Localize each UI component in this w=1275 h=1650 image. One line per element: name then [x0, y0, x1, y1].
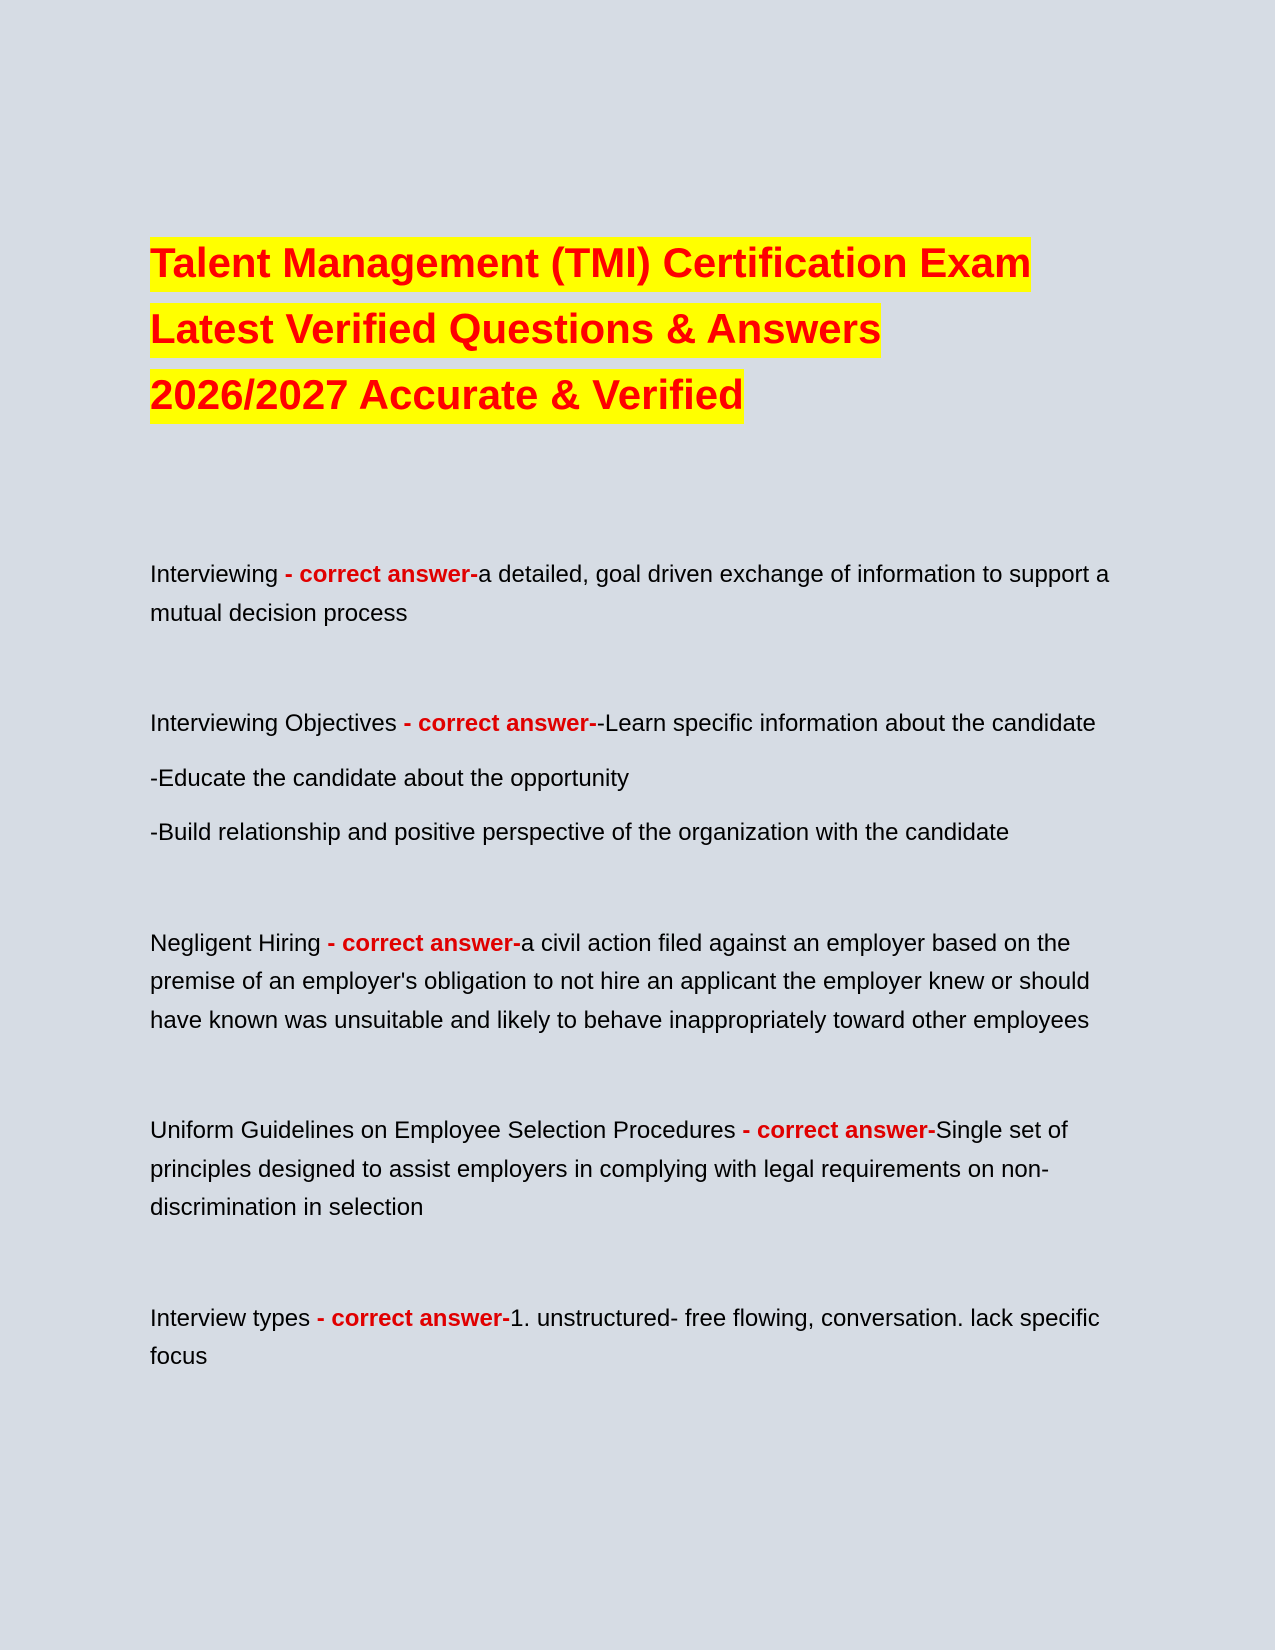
correct-answer-marker: - correct answer-	[316, 1304, 511, 1332]
qa-answer: 1. unstructured- free flowing, conversation. lack specific focus	[150, 1304, 1100, 1370]
title-line-3: 2026/2027 Accurate & Verified	[150, 369, 744, 424]
qa-answer: Single set of principles designed to assist employers in complying with legal requirements on non-discrimination in selection	[150, 1117, 1068, 1221]
qa-term: Interview types	[150, 1304, 317, 1332]
qa-list	[150, 556, 1135, 1377]
correct-answer-marker: - correct answer-	[403, 710, 597, 737]
qa-answer-continuation: -Educate the candidate about the opportunity	[150, 764, 630, 792]
qa-entry-text	[150, 1300, 1135, 1377]
correct-answer-marker: - correct answer-	[327, 929, 521, 957]
document-body	[150, 230, 1135, 1449]
qa-answer-continuation: -Build relationship and positive perspective of the organization with the candidate	[150, 819, 1010, 846]
title-line-1: Talent Management (TMI) Certification Exam	[150, 237, 1031, 292]
qa-entry-interview-types	[150, 1300, 1135, 1377]
qa-entry-uniform-guidelines	[150, 1112, 1135, 1228]
qa-entry-interviewing-objectives	[150, 705, 1135, 853]
qa-answer: -Learn specific information about the candidate	[596, 710, 1096, 737]
qa-entry-text	[150, 556, 1135, 633]
correct-answer-marker: - correct answer-	[742, 1117, 936, 1144]
correct-answer-marker: - correct answer-	[284, 561, 479, 588]
qa-entry-interviewing	[150, 556, 1135, 633]
qa-term: Uniform Guidelines on Employee Selection Procedures	[150, 1117, 743, 1144]
qa-term: Interviewing Objectives	[150, 710, 404, 737]
qa-entry-text	[150, 705, 1135, 744]
qa-answer: a detailed, goal driven exchange of information to support a mutual decision process	[150, 561, 1110, 627]
qa-term: Negligent Hiring	[150, 929, 328, 957]
document-title	[150, 230, 1135, 428]
qa-answer: a civil action filed against an employer based on the premise of an employer's obligation to not hire an applicant the employer knew or should have known was unsuitable and likely to behave inappropriately toward other employees	[150, 929, 1090, 1034]
qa-entry-text	[150, 925, 1135, 1041]
title-line-2: Latest Verified Questions & Answers	[150, 303, 881, 358]
qa-term: Interviewing	[150, 561, 285, 588]
qa-entry-text	[150, 1112, 1135, 1228]
qa-entry-negligent-hiring	[150, 925, 1135, 1041]
